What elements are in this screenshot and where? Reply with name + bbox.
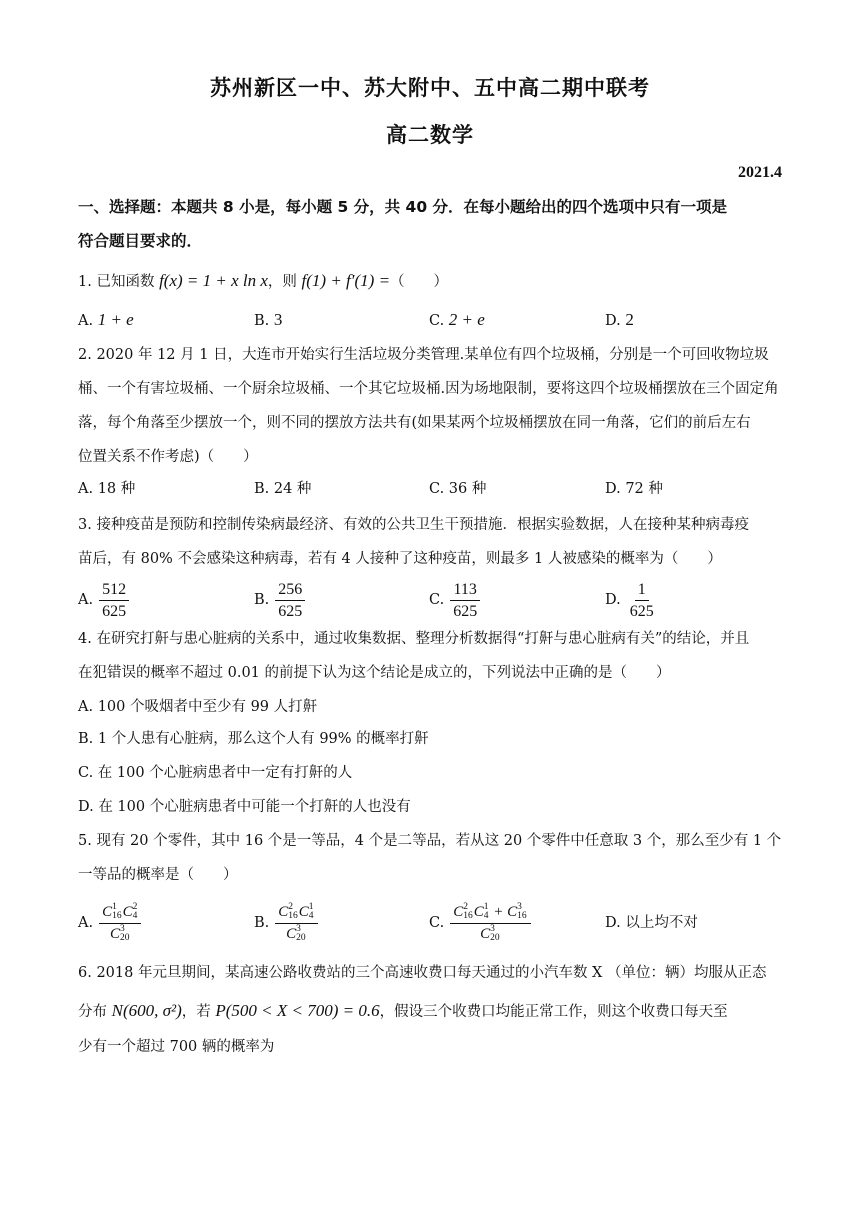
q5-option-b: B. C 2 16 C 1 4 C 3 20 <box>254 900 318 946</box>
q5-option-a-fraction: C 1 16 C 2 4 C 3 20 <box>99 902 141 945</box>
q5-option-a: A. C 1 16 C 2 4 C 3 20 <box>78 900 141 946</box>
q2-option-d: D. 72 种 <box>605 481 663 497</box>
question-2-line1: 2. 2020 年 12 月 1 日，大连市开始实行生活垃圾分类管理.某单位有四个垃圾桶，分别是一个可回收物垃圾 <box>78 347 769 363</box>
q1-option-d: D. 2 <box>605 310 634 329</box>
question-3-line1: 3. 接种疫苗是预防和控制传染病最经济、有效的公共卫生干预措施．根据实验数据，人在接种某种病毒疫 <box>78 517 749 533</box>
q3-options <box>78 578 784 622</box>
q2-options <box>78 472 784 506</box>
q5-option-d: D. 以上均不对 <box>605 915 698 931</box>
q1-mid: ，则 <box>267 274 297 290</box>
exam-subtitle: 高二数学 <box>386 123 474 147</box>
question-6-line2: 分布 N(600, σ²)，若 P(500 < X < 700) = 0.6，假设三个收费口均能正常工作，则这个收费口每天至 <box>78 1001 728 1020</box>
question-2-line3: 落，每个角落至少摆放一个，则不同的摆放方法共有(如果某两个垃圾桶摆放在同一角落，它们的前后左右 <box>78 415 751 431</box>
q4-option-c: C. 在 100 个心脏病患者中一定有打鼾的人 <box>78 765 353 781</box>
q4-option-d: D. 在 100 个心脏病患者中可能一个打鼾的人也没有 <box>78 799 411 815</box>
q5-option-b-fraction: C 2 16 C 1 4 C 3 20 <box>275 902 317 945</box>
q5-options <box>78 900 784 946</box>
exam-title: 苏州新区一中、苏大附中、五中高二期中联考 <box>210 76 650 100</box>
question-2-line2: 桶、一个有害垃圾桶、一个厨余垃圾桶、一个其它垃圾桶.因为场地限制，要将这四个垃圾桶摆放在三个固定角 <box>78 381 779 397</box>
q1-option-c: C. 2 + e <box>429 310 485 329</box>
question-4-line1: 4. 在研究打鼾与患心脏病的关系中，通过收集数据、整理分析数据得“打鼾与患心脏病有关”的结论，并且 <box>78 631 750 647</box>
q6-distribution: N(600, σ²) <box>111 1001 182 1020</box>
q5-option-c-fraction: C 2 16 C 1 4 + C 3 16 C 3 20 <box>450 902 530 945</box>
q1-prefix: 1. 已知函数 <box>78 274 155 290</box>
section-heading-line2: 符合题目要求的． <box>78 232 203 250</box>
question-6-line1: 6. 2018 年元旦期间，某高速公路收费站的三个高速收费口每天通过的小汽车数 X （单位：辆）均服从正态 <box>78 965 767 981</box>
q3-option-c: C. $\frac{113}{625}$ <box>429 578 480 622</box>
question-4-line2: 在犯错误的概率不超过 0.01 的前提下认为这个结论是成立的，下列说法中正确的是（ ） <box>78 665 671 681</box>
q5-option-c: C. C 2 16 C 1 4 + C 3 16 C 3 20 <box>429 900 531 946</box>
question-2-line4: 位置关系不作考虑)（ ） <box>78 449 258 465</box>
q1-options <box>78 303 784 337</box>
question-6-line3: 少有一个超过 700 辆的概率为 <box>78 1039 275 1055</box>
q3-option-d: D. $\frac{1}{625}$ <box>605 580 654 620</box>
q1-expression: f(1) + f′(1) = <box>301 271 391 290</box>
q4-option-b: B. 1 个人患有心脏病，那么这个人有 99% 的概率打鼾 <box>78 731 429 747</box>
q1-function: f(x) = 1 + x ln x <box>159 271 268 290</box>
q1-option-a: A. 1 + e <box>78 310 134 329</box>
q4-option-a: A. 100 个吸烟者中至少有 99 人打鼾 <box>78 699 318 715</box>
q2-option-a: A. 18 种 <box>78 481 136 497</box>
q3-option-b: B. $\frac{256}{625}$ <box>254 578 305 622</box>
q1-suffix: （ ） <box>390 274 449 290</box>
question-3-line2: 苗后，有 80% 不会感染这种病毒，若有 4 人接种了这种疫苗，则最多 1 人被感染的概率为（ ） <box>78 551 722 567</box>
exam-date: 2021.4 <box>738 164 782 181</box>
q1-option-b: B. 3 <box>254 310 283 329</box>
question-1 <box>78 264 784 299</box>
question-5-line1: 5. 现有 20 个零件，其中 16 个是一等品，4 个是二等品，若从这 20 个零件中任意取 3 个，那么至少有 1 个 <box>78 833 782 849</box>
q6-probability: P(500 < X < 700) = 0.6 <box>215 1001 380 1020</box>
question-5-line2: 一等品的概率是（ ） <box>78 867 238 883</box>
q2-option-b: B. 24 种 <box>254 481 312 497</box>
q2-option-c: C. 36 种 <box>429 481 487 497</box>
q3-option-a: A. $\frac{512}{625}$ <box>78 578 129 622</box>
section-heading-line1: 一、选择题：本题共 8 小是，每小题 5 分，共 40 分．在每小题给出的四个选项中只有一项是 <box>78 198 728 216</box>
